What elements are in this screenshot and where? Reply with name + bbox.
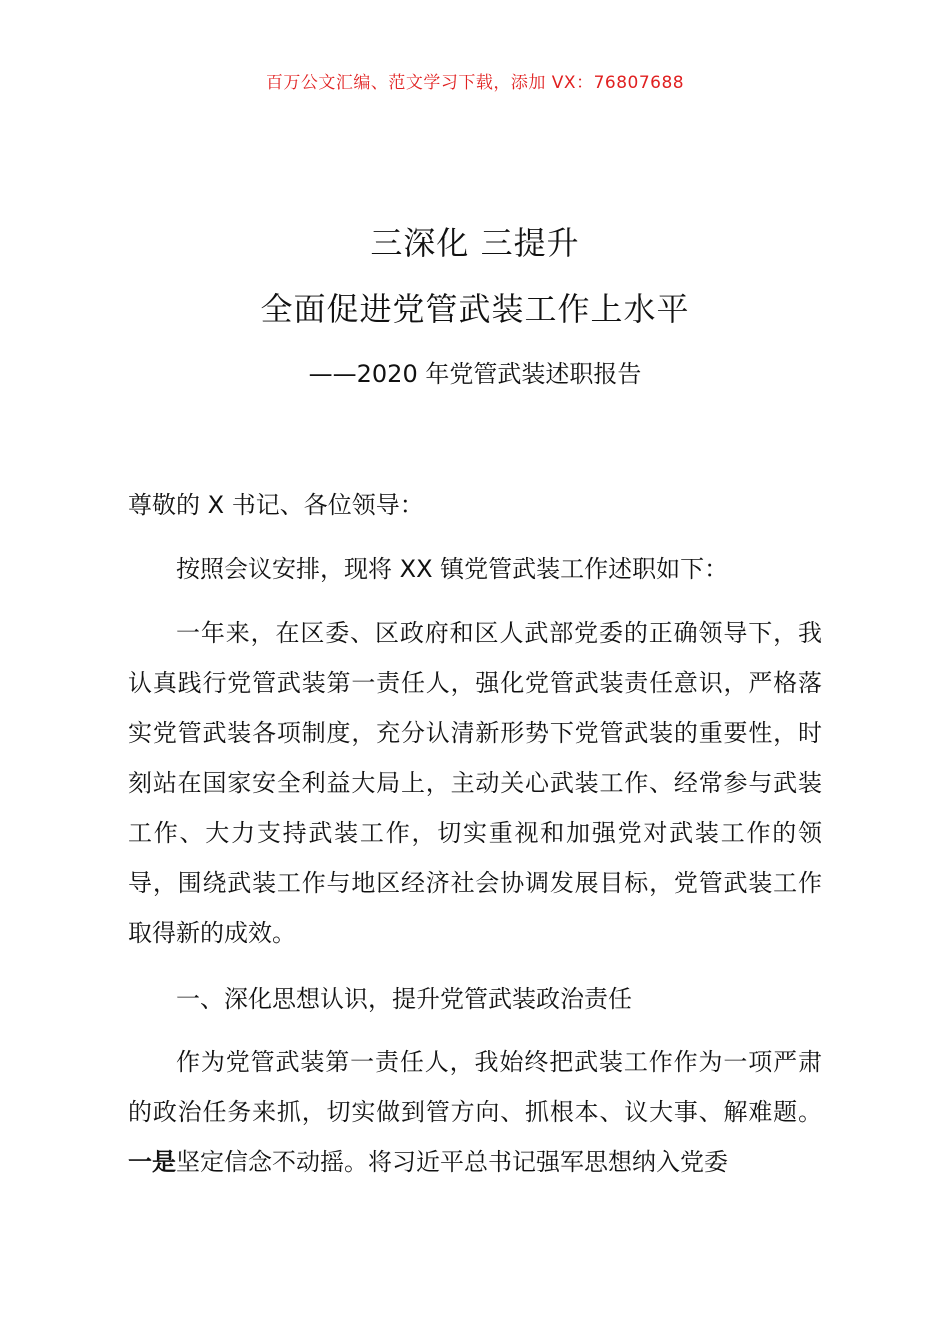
section-1-text-b: 坚定信念不动摇。将习近平总书记强军思想纳入党委 xyxy=(176,1148,728,1176)
watermark-header: 百万公文汇编、范文学习下载，添加 VX：76807688 xyxy=(265,73,685,93)
summary-paragraph: 一年来，在区委、区政府和区人武部党委的正确领导下，我认真践行党管武装第一责任人，强化党管武装责任意识，严格落实党管武装各项制度，充分认清新形势下党管武装的重要性，时刻站在国家安全利益大局上，主动关心武装工作、经常参与武装工作、大力支持武装工作，切实重视和加强党对武装工作的领导，围绕武装工作与地区经济社会协调发展目标，党管武装工作取得新的成效。 xyxy=(128,619,822,947)
title-line-2: 全面促进党管武装工作上水平 xyxy=(260,290,690,328)
intro-paragraph: 按照会议安排，现将 XX 镇党管武装工作述职如下： xyxy=(176,555,729,583)
section-1-bold-marker: 一是 xyxy=(128,1148,176,1176)
greeting: 尊敬的 X 书记、各位领导： xyxy=(128,491,424,519)
section-1-paragraph xyxy=(128,1037,822,1187)
subtitle: ——2020 年党管武装述职报告 xyxy=(308,360,642,388)
section-1-text-a: 作为党管武装第一责任人，我始终把武装工作作为一项严肃的政治任务来抓，切实做到管方向、抓根本、议大事、解难题。 xyxy=(128,1048,822,1126)
section-1-heading: 一、深化思想认识，提升党管武装政治责任 xyxy=(176,985,632,1013)
title-line-1: 三深化 三提升 xyxy=(370,224,580,262)
